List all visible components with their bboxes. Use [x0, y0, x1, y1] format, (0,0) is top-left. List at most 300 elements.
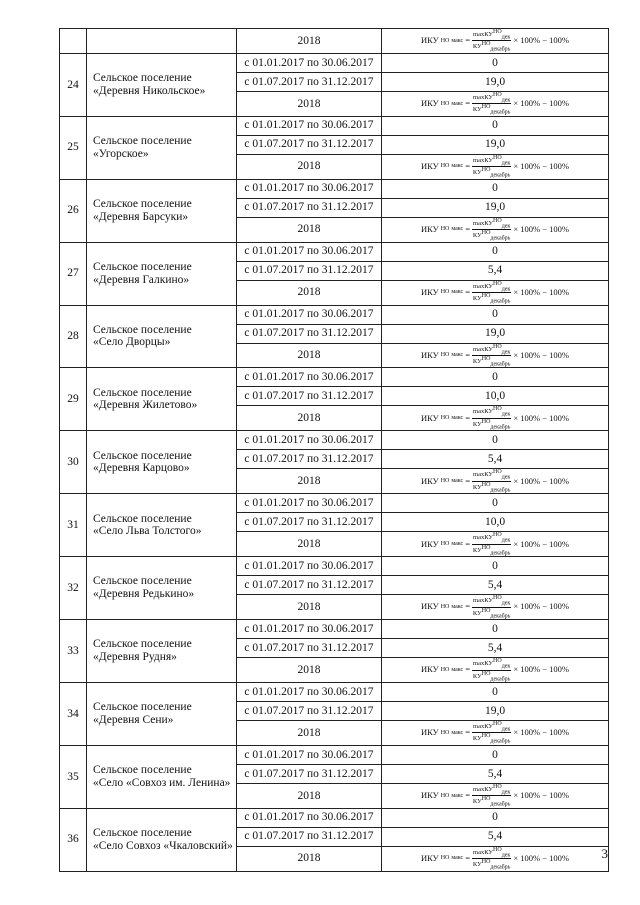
period-cell: с 01.01.2017 по 30.06.2017	[237, 179, 382, 198]
settlement-title: «Село «Совхоз им. Ленина»	[93, 776, 231, 789]
formula-num-sup: НО	[493, 532, 502, 539]
formula-lhs: ИКУ	[421, 349, 439, 360]
formula-lhs-sup: НО	[440, 37, 450, 44]
formula-fraction	[472, 658, 511, 682]
formula-lhs: ИКУ	[421, 853, 439, 864]
value-cell: 5,4	[382, 764, 609, 783]
value-cell: 10,0	[382, 387, 609, 406]
formula-num-sup: НО	[493, 595, 502, 602]
formula-fraction	[472, 721, 511, 745]
formula-lhs-sub: макс	[451, 792, 464, 799]
formula-lhs: ИКУ	[421, 286, 439, 297]
formula-fraction	[472, 218, 511, 242]
table-row	[60, 431, 609, 450]
period-cell: 2018	[237, 217, 382, 242]
formula-numerator: maxКУ$^{НО}_{дек}$	[473, 846, 511, 859]
row-number: 29	[60, 368, 87, 431]
settlement-type: Сельское поселение	[93, 449, 192, 462]
formula-cell	[382, 783, 609, 808]
value-cell: 19,0	[382, 324, 609, 343]
row-number: 24	[60, 53, 87, 116]
row-number: 25	[60, 116, 87, 179]
formula-lhs: ИКУ	[421, 664, 439, 675]
period-cell: 2018	[237, 720, 382, 745]
formula-cell	[382, 469, 609, 494]
formula-denominator: $КУ^{НО}_{декабрь}$	[472, 796, 511, 808]
formula-numerator: maxКУ$^{НО}_{дек}$	[473, 217, 511, 230]
period-cell: 2018	[237, 280, 382, 305]
row-number: 34	[60, 682, 87, 745]
row-number: 30	[60, 431, 87, 494]
settlement-type: Сельское поселение	[93, 135, 192, 148]
formula-equals: =	[465, 790, 471, 801]
formula-fraction	[472, 29, 511, 53]
period-cell: с 01.01.2017 по 30.06.2017	[237, 305, 382, 324]
formula	[421, 532, 569, 556]
settlement-type: Сельское поселение	[93, 512, 192, 525]
formula-lhs-sub: макс	[451, 666, 464, 673]
formula-num-sub: дек	[501, 286, 511, 293]
formula-lhs-sub: макс	[451, 37, 464, 44]
settlement-name	[87, 682, 237, 745]
formula-lhs: ИКУ	[421, 161, 439, 172]
formula-lhs-sup: НО	[440, 792, 450, 799]
formula-lhs: ИКУ	[421, 727, 439, 738]
table-row	[60, 557, 609, 576]
settlement-name	[87, 368, 237, 431]
formula-den-sup: НО	[481, 796, 491, 803]
formula-lhs-sup: НО	[440, 540, 450, 547]
period-cell: с 01.01.2017 по 30.06.2017	[237, 494, 382, 513]
formula-lhs: ИКУ	[421, 412, 439, 423]
formula-cell	[382, 595, 609, 620]
formula-den-sup: НО	[481, 230, 491, 237]
formula-equals: =	[465, 853, 471, 864]
period-cell: 2018	[237, 29, 382, 54]
formula-num-sub: дек	[501, 160, 511, 167]
formula-den-sub: декабрь	[490, 864, 511, 871]
formula-num-sub: дек	[501, 789, 511, 796]
formula-denominator: $КУ^{НО}_{декабрь}$	[472, 104, 511, 116]
value-cell: 5,4	[382, 261, 609, 280]
tariff-table	[59, 28, 609, 872]
formula-fraction	[472, 847, 511, 871]
settlement-type: Сельское поселение	[93, 323, 192, 336]
formula-den-sub: декабрь	[490, 235, 511, 242]
settlement-type: Сельское поселение	[93, 638, 192, 651]
formula-den-sup: НО	[481, 355, 491, 362]
formula-den-sub: декабрь	[490, 801, 511, 808]
period-cell: 2018	[237, 91, 382, 116]
settlement-type: Сельское поселение	[93, 260, 192, 273]
settlement-title: «Деревня Редькино»	[93, 588, 195, 601]
value-cell: 0	[382, 305, 609, 324]
formula-denominator: $КУ^{НО}_{декабрь}$	[472, 733, 511, 745]
formula-lhs: ИКУ	[421, 224, 439, 234]
settlement-title: «Угорское»	[93, 147, 149, 160]
formula-lhs-sup: НО	[440, 352, 450, 359]
formula-num-sup: НО	[493, 720, 502, 727]
formula-equals: =	[465, 224, 471, 234]
formula-den-sub: декабрь	[490, 487, 511, 494]
formula-cell	[382, 91, 609, 116]
formula-num-sup: НО	[493, 280, 502, 287]
formula-fraction	[472, 406, 511, 430]
table-row-continuation	[60, 29, 609, 54]
formula-lhs: ИКУ	[421, 790, 439, 801]
settlement-name	[87, 305, 237, 368]
formula-fraction	[472, 281, 511, 305]
formula-den-sup: НО	[481, 670, 491, 677]
formula-lhs-sup: НО	[440, 729, 450, 736]
settlement-type: Сельское поселение	[93, 575, 192, 588]
formula	[421, 29, 569, 53]
formula-cell	[382, 343, 609, 368]
table-row	[60, 745, 609, 764]
value-cell: 5,4	[382, 450, 609, 469]
period-cell: с 01.01.2017 по 30.06.2017	[237, 808, 382, 827]
formula-den-sub: декабрь	[490, 550, 511, 557]
formula-numerator: maxКУ$^{НО}_{дек}$	[473, 154, 511, 167]
formula-numerator: maxКУ$^{НО}_{дек}$	[473, 658, 511, 670]
num-cell	[60, 29, 87, 54]
formula	[421, 721, 569, 745]
table-row	[60, 808, 609, 827]
table-row	[60, 53, 609, 72]
row-number: 31	[60, 494, 87, 557]
period-cell: с 01.01.2017 по 30.06.2017	[237, 557, 382, 576]
table-row	[60, 620, 609, 639]
period-cell: с 01.07.2017 по 31.12.2017	[237, 198, 382, 217]
period-cell: с 01.07.2017 по 31.12.2017	[237, 827, 382, 846]
formula-fraction	[472, 595, 511, 619]
formula-num-sup: НО	[493, 91, 502, 98]
formula-equals: =	[465, 161, 471, 172]
formula-numerator: maxКУ$^{НО}_{дек}$	[473, 29, 511, 41]
settlement-name	[87, 745, 237, 808]
formula-numerator: maxКУ$^{НО}_{дек}$	[473, 783, 511, 796]
formula-equals: =	[465, 286, 471, 297]
value-cell: 0	[382, 116, 609, 135]
formula-den-sup: НО	[481, 104, 491, 111]
formula-den-sub: декабрь	[490, 424, 511, 431]
value-cell: 0	[382, 431, 609, 450]
formula-equals: =	[465, 349, 471, 360]
formula-cell	[382, 846, 609, 871]
value-cell: 0	[382, 494, 609, 513]
period-cell: с 01.07.2017 по 31.12.2017	[237, 324, 382, 343]
name-cell	[87, 29, 237, 54]
settlement-title: «Село Совхоз «Чкаловский»	[93, 839, 233, 852]
value-cell: 0	[382, 53, 609, 72]
formula-cell	[382, 532, 609, 557]
formula-lhs-sub: макс	[451, 540, 464, 547]
formula-den-sub: декабрь	[490, 675, 511, 682]
formula-fraction	[472, 532, 511, 556]
settlement-name	[87, 53, 237, 116]
formula-equals: =	[465, 35, 471, 46]
formula-cell	[382, 406, 609, 431]
formula-den-sup: НО	[481, 859, 491, 866]
formula-cell	[382, 658, 609, 683]
formula-lhs-sub: макс	[451, 603, 464, 610]
row-number: 32	[60, 557, 87, 620]
formula-den-sup: НО	[481, 733, 491, 740]
formula-fraction	[472, 92, 511, 116]
table-row	[60, 305, 609, 324]
formula-lhs-sub: макс	[451, 478, 464, 484]
settlement-type: Сельское поселение	[93, 72, 192, 85]
settlement-name	[87, 242, 237, 305]
formula-denominator: $КУ^{НО}_{декабрь}$	[472, 418, 511, 431]
formula-equals: =	[465, 727, 471, 738]
value-cell: 0	[382, 368, 609, 387]
formula-numerator: maxКУ$^{НО}_{дек}$	[473, 91, 511, 104]
formula	[421, 344, 569, 368]
formula-den-sub: декабрь	[490, 298, 511, 305]
formula-num-sub: дек	[501, 600, 511, 607]
row-number: 26	[60, 179, 87, 242]
value-cell: 0	[382, 682, 609, 701]
row-number: 27	[60, 242, 87, 305]
formula-denominator: $КУ^{НО}_{декабрь}$	[472, 859, 511, 871]
formula-denominator: $КУ^{НО}_{декабрь}$	[472, 41, 511, 53]
formula-den-sup: НО	[481, 481, 491, 488]
formula-num-sup: НО	[493, 406, 502, 413]
period-cell: с 01.01.2017 по 30.06.2017	[237, 53, 382, 72]
table-row	[60, 682, 609, 701]
period-cell: с 01.01.2017 по 30.06.2017	[237, 368, 382, 387]
formula-lhs-sup: НО	[440, 603, 450, 610]
table-row	[60, 242, 609, 261]
formula-lhs: ИКУ	[421, 35, 439, 46]
formula-lhs-sup: НО	[440, 478, 450, 484]
formula-den-sub: декабрь	[490, 172, 511, 179]
period-cell: с 01.07.2017 по 31.12.2017	[237, 513, 382, 532]
formula	[421, 595, 569, 619]
formula-rhs: × 100% − 100%	[513, 349, 569, 360]
formula-den-sup: НО	[481, 607, 491, 614]
row-number: 35	[60, 745, 87, 808]
period-cell: с 01.07.2017 по 31.12.2017	[237, 450, 382, 469]
formula-cell	[382, 217, 609, 242]
settlement-name	[87, 494, 237, 557]
row-number: 28	[60, 305, 87, 368]
formula-num-sub: дек	[501, 97, 511, 104]
formula-den-sup: НО	[481, 544, 491, 551]
row-number: 33	[60, 620, 87, 683]
formula-denominator: $КУ^{НО}_{декабрь}$	[472, 670, 511, 682]
settlement-title: «Деревня Карцово»	[93, 462, 190, 475]
period-cell: 2018	[237, 658, 382, 683]
formula-num-sup: НО	[493, 469, 502, 476]
formula-num-sup: НО	[493, 217, 502, 224]
formula-rhs: × 100% − 100%	[513, 412, 569, 423]
formula-lhs-sub: макс	[451, 163, 464, 170]
value-cell: 0	[382, 557, 609, 576]
settlement-name	[87, 431, 237, 494]
formula-lhs-sup: НО	[440, 666, 450, 673]
formula-lhs-sub: макс	[451, 226, 464, 233]
formula-lhs-sub: макс	[451, 352, 464, 359]
value-cell: 5,4	[382, 639, 609, 658]
formula-numerator: maxКУ$^{НО}_{дек}$	[473, 343, 511, 355]
period-cell: с 01.07.2017 по 31.12.2017	[237, 72, 382, 91]
period-cell: 2018	[237, 469, 382, 494]
settlement-name	[87, 179, 237, 242]
settlement-title: «Деревня Никольское»	[93, 84, 206, 97]
period-cell: с 01.01.2017 по 30.06.2017	[237, 745, 382, 764]
period-cell: с 01.07.2017 по 31.12.2017	[237, 764, 382, 783]
formula-fraction	[472, 344, 511, 368]
formula-rhs: × 100% − 100%	[513, 790, 569, 801]
formula	[421, 281, 569, 305]
formula-lhs-sup: НО	[440, 289, 450, 296]
formula-numerator: maxКУ$^{НО}_{дек}$	[473, 280, 511, 293]
formula-den-sub: декабрь	[490, 613, 511, 620]
formula-lhs-sub: макс	[451, 289, 464, 296]
formula-num-sub: дек	[501, 348, 511, 355]
period-cell: с 01.01.2017 по 30.06.2017	[237, 682, 382, 701]
settlement-title: «Деревня Галкино»	[93, 273, 190, 286]
row-number: 36	[60, 808, 87, 871]
value-cell: 19,0	[382, 135, 609, 154]
formula-num-sup: НО	[493, 783, 502, 790]
period-cell: 2018	[237, 343, 382, 368]
settlement-name	[87, 116, 237, 179]
formula-num-sup: НО	[493, 29, 502, 35]
formula	[421, 406, 569, 430]
formula-lhs-sub: макс	[451, 100, 464, 107]
formula-numerator: maxКУ$^{НО}_{дек}$	[473, 406, 511, 418]
formula-den-sub: декабрь	[490, 361, 511, 368]
formula-denominator: $КУ^{НО}_{декабрь}$	[472, 355, 511, 368]
period-cell: с 01.07.2017 по 31.12.2017	[237, 261, 382, 280]
value-cell: 19,0	[382, 701, 609, 720]
settlement-type: Сельское поселение	[93, 701, 192, 714]
settlement-name	[87, 808, 237, 871]
table-row	[60, 368, 609, 387]
formula-lhs-sup: НО	[440, 415, 450, 422]
formula-numerator: maxКУ$^{НО}_{дек}$	[473, 720, 511, 733]
formula-lhs-sup: НО	[440, 163, 450, 170]
formula-den-sup: НО	[481, 41, 491, 48]
period-cell: с 01.07.2017 по 31.12.2017	[237, 135, 382, 154]
period-cell: с 01.01.2017 по 30.06.2017	[237, 116, 382, 135]
formula-den-sup: НО	[481, 418, 491, 425]
formula-denominator: $КУ^{НО}_{декабрь}$	[472, 293, 511, 305]
formula-equals: =	[465, 601, 471, 612]
formula-cell	[382, 720, 609, 745]
formula-equals: =	[465, 98, 471, 109]
formula-fraction	[472, 155, 511, 179]
formula-num-sub: дек	[501, 537, 511, 544]
formula-numerator: maxКУ$^{НО}_{дек}$	[473, 595, 511, 607]
formula-den-sup: НО	[481, 167, 491, 174]
settlement-type: Сельское поселение	[93, 764, 192, 777]
table-row	[60, 494, 609, 513]
period-cell: с 01.07.2017 по 31.12.2017	[237, 387, 382, 406]
settlement-type: Сельское поселение	[93, 198, 192, 211]
table-row	[60, 179, 609, 198]
period-cell: 2018	[237, 595, 382, 620]
value-cell: 10,0	[382, 513, 609, 532]
formula-denominator: $КУ^{НО}_{декабрь}$	[472, 607, 511, 620]
value-cell: 19,0	[382, 72, 609, 91]
settlement-type: Сельское поселение	[93, 386, 192, 399]
value-cell: 0	[382, 620, 609, 639]
formula-lhs-sup: НО	[440, 100, 450, 107]
formula-rhs: × 100% − 100%	[513, 664, 569, 675]
settlement-title: «Село Дворцы»	[93, 336, 171, 349]
formula-numerator: maxКУ$^{НО}_{дек}$	[473, 532, 511, 544]
value-cell: 0	[382, 745, 609, 764]
page-number: 3	[601, 846, 608, 861]
settlement-title: «Деревня Рудня»	[93, 651, 177, 664]
formula-den-sub: декабрь	[490, 46, 511, 53]
formula	[421, 847, 569, 871]
formula-fraction	[472, 469, 511, 493]
formula-rhs: × 100% − 100%	[513, 601, 569, 612]
period-cell: 2018	[237, 846, 382, 871]
period-cell: с 01.01.2017 по 30.06.2017	[237, 242, 382, 261]
formula-rhs: × 100% − 100%	[513, 538, 569, 549]
settlement-title: «Село Льва Толстого»	[93, 525, 202, 538]
formula-lhs: ИКУ	[421, 601, 439, 612]
formula-lhs: ИКУ	[421, 475, 439, 486]
formula-numerator: maxКУ$^{НО}_{дек}$	[473, 469, 511, 481]
settlement-name	[87, 557, 237, 620]
period-cell: с 01.07.2017 по 31.12.2017	[237, 701, 382, 720]
formula	[421, 469, 569, 493]
formula	[421, 155, 569, 179]
value-cell: 0	[382, 179, 609, 198]
formula-num-sup: НО	[493, 846, 502, 853]
formula-fraction	[472, 784, 511, 808]
formula-denominator: $КУ^{НО}_{декабрь}$	[472, 481, 511, 494]
table-row	[60, 116, 609, 135]
formula-num-sup: НО	[493, 343, 502, 350]
period-cell: 2018	[237, 154, 382, 179]
formula-den-sub: декабрь	[490, 109, 511, 116]
formula	[421, 218, 569, 242]
formula-rhs: × 100% − 100%	[513, 853, 569, 864]
formula-rhs: × 100% − 100%	[513, 286, 569, 297]
settlement-title: «Деревня Жилетово»	[93, 399, 198, 412]
settlement-title: «Деревня Барсуки»	[93, 210, 189, 223]
formula-lhs-sub: макс	[451, 729, 464, 736]
formula-equals: =	[465, 664, 471, 675]
value-cell: 5,4	[382, 827, 609, 846]
formula-den-sub: декабрь	[490, 738, 511, 745]
formula-lhs: ИКУ	[421, 538, 439, 549]
settlement-title: «Деревня Сени»	[93, 713, 174, 726]
formula-rhs: × 100% − 100%	[513, 224, 569, 234]
settlement-type: Сельское поселение	[93, 827, 192, 840]
formula-denominator: $КУ^{НО}_{декабрь}$	[472, 167, 511, 179]
formula-cell	[382, 280, 609, 305]
settlement-name	[87, 620, 237, 683]
formula-denominator: $КУ^{НО}_{декабрь}$	[472, 544, 511, 557]
table-body	[60, 29, 609, 872]
formula-rhs: × 100% − 100%	[513, 727, 569, 738]
period-cell: 2018	[237, 783, 382, 808]
formula-equals: =	[465, 412, 471, 423]
formula-cell	[382, 154, 609, 179]
value-cell: 0	[382, 808, 609, 827]
formula-lhs: ИКУ	[421, 98, 439, 109]
period-cell: с 01.01.2017 по 30.06.2017	[237, 620, 382, 639]
